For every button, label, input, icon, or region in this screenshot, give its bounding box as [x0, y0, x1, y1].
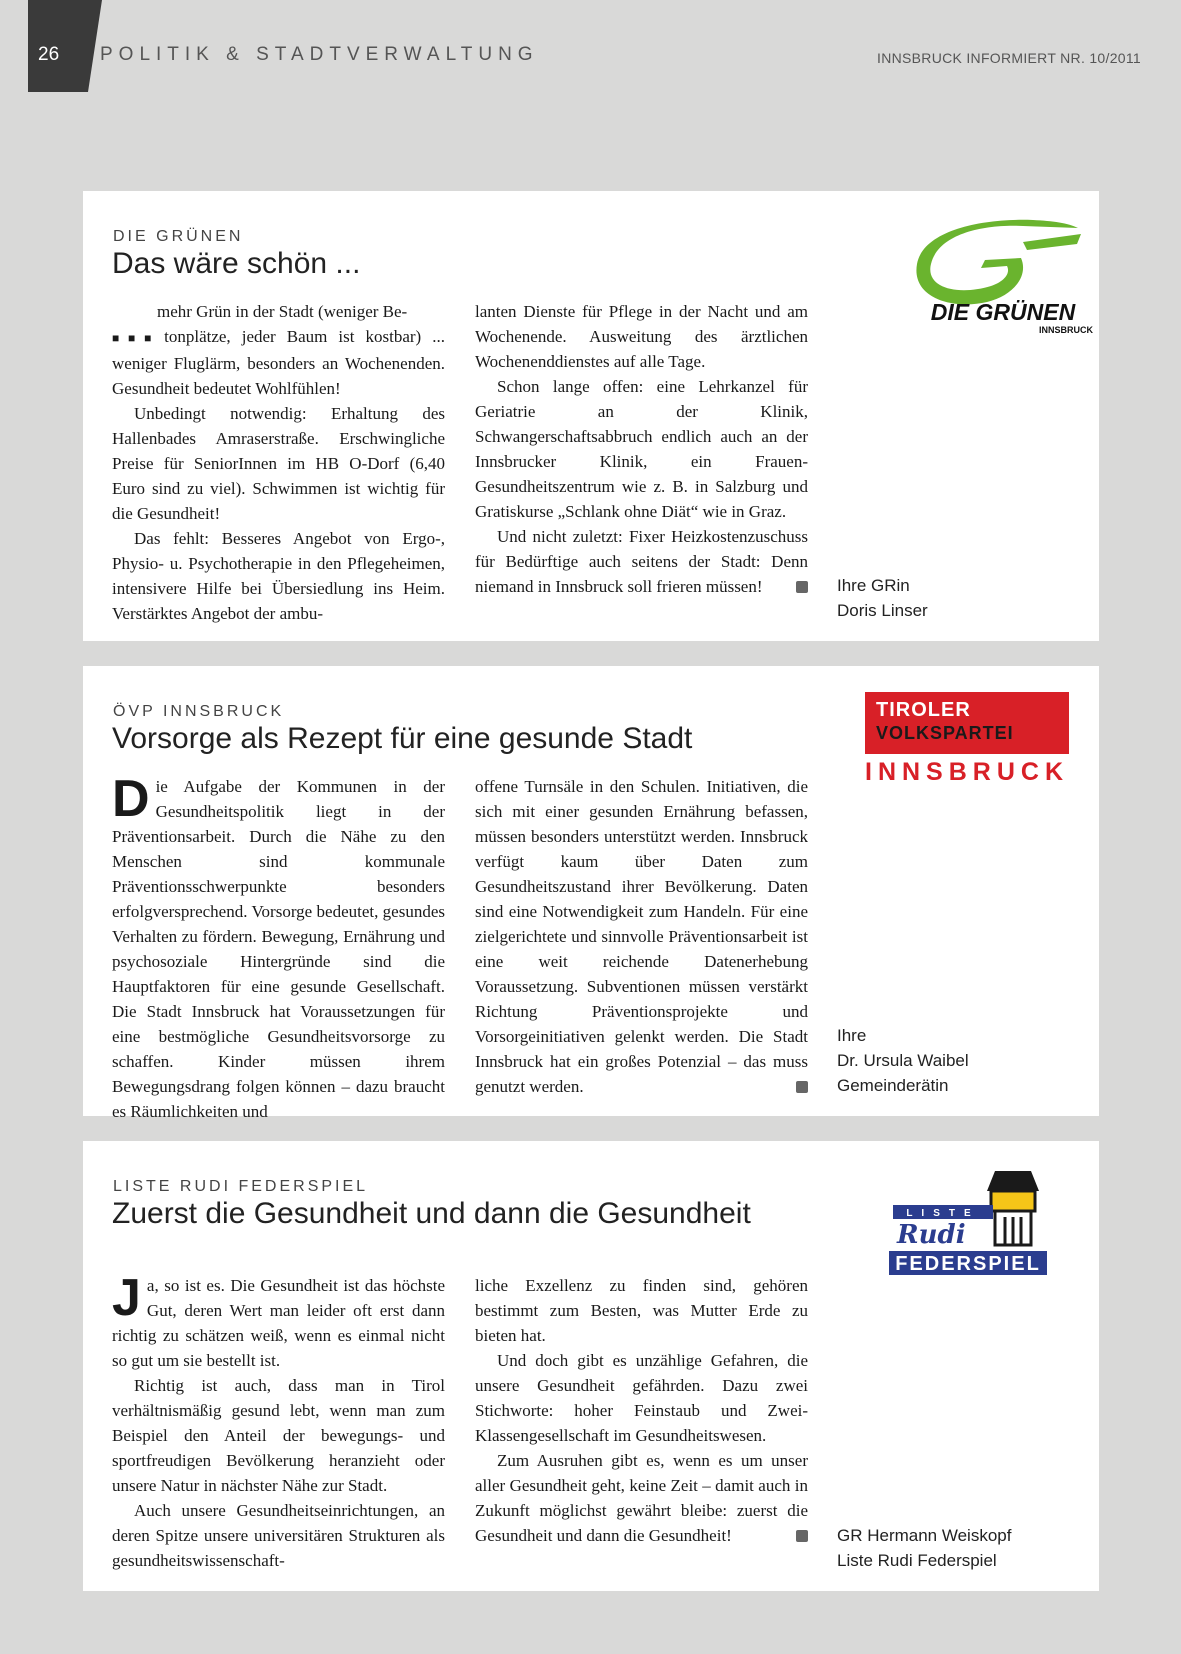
article-column-left: Die Aufgabe der Kommunen in der Gesundheitspolitik liegt in der Präventionsarbeit. Durch die Nähe zu den Menschen sind kommunale Präventionsschwerpunkte besonders erfolgversprechend. Vorsorge bedeutet, gesundes Verhalten zu fördern. Bewegung, Ernährung und psychosoziale Hintergründe sind die Hauptfaktoren für eine gesunde Gesellschaft. Die Stadt Innsbruck hat Voraussetzungen für eine bestmögliche Gesundheitsvorsorge zu schaffen. Kinder müssen ihrem Bewegungsdrang folgen können – dazu braucht es Räumlichkeiten und [112, 770, 445, 1121]
party-label: DIE GRÜNEN [113, 228, 244, 245]
issue-label: INNSBRUCK INFORMIERT NR. 10/2011 [877, 50, 1141, 66]
article-title: Das wäre schön ... [112, 247, 361, 280]
section-title: POLITIK & STADTVERWALTUNG [100, 44, 539, 65]
gruene-logo [903, 216, 1103, 336]
page-number: 26 [38, 44, 60, 65]
bullet-marks: ■■■ [112, 331, 161, 345]
article-oevp [83, 666, 1099, 1121]
signature: Ihre GRin Doris Linser [837, 576, 928, 620]
article-column-right: offene Turnsäle in den Schulen. Initiativen, die sich mit einer gesunden Ernährung befassen, müssen besonders unterstützt werden. Innsbruck verfügt kaum über Daten zum Gesundheitszustand ihrer Bevölkerung. Daten sind eine Notwendigkeit zum Handeln. Für eine zielgerichtete und sinnvolle Präventionsarbeit ist eine weit reichende Datenerhebung Voraussetzung. Subventionen müssen verstärkt Richtung Präventionsprojekte und Vorsorgeinitiativen gelenkt werden. Die Stadt Innsbruck hat ein großes Potenzial – das muss genutzt werden. [475, 777, 808, 1096]
article-title: Vorsorge als Rezept für eine gesunde Stadt [112, 722, 693, 755]
signature: GR Hermann Weiskopf Liste Rudi Federspiel [837, 1526, 1012, 1570]
svg-text:Rudi: Rudi [897, 1220, 966, 1250]
oevp-logo: TIROLER VOLKSPARTEI INNSBRUCK [865, 692, 1069, 788]
svg-text:DIE GRÜNEN: DIE GRÜNEN [930, 299, 1076, 325]
article-title: Zuerst die Gesundheit und dann die Gesundheit [112, 1197, 751, 1230]
article-column-left: Ja, so ist es. Die Gesundheit ist das höchste Gut, deren Wert man leider oft erst dann richtig zu schätzen weiß, wenn es einmal nicht so gut um sie bestellt ist. Richtig ist auch, dass man in Tirol verhältnismäßig gesund lebt, wenn man zum Beispiel den Anteil der bewegungs- und sportfreudigen Bevölkerung heranzieht oder unsere Natur in nächster Nähe zur Stadt. Auch unsere Gesundheitseinrichtungen, an deren Spitze unsere universitären Strukturen als gesundheitswissenschaft- [112, 1269, 445, 1570]
article-column-right: lanten Dienste für Pflege in der Nacht und am Wochenende. Ausweitung des ärztlichen Wochenenddienstes auf alle Tage. Schon lange offen: eine Lehrkanzel für Geriatrie an der Klinik, Schwangerschaftsabbruch endlich auch an der Innsbrucker Klinik, ein Frauen-Gesundheitszentrum wie z. B. in Salzburg und Gratiskurse „Schlank ohne Diät“ wie in Graz. Und nicht zuletzt: Fixer Heizkostenzuschuss für Bedürftige auch seitens der Stadt: Denn niemand in Innsbruck soll frieren müssen! [475, 302, 808, 596]
drop-cap: J [112, 1269, 141, 1327]
article-federspiel [83, 1141, 1099, 1591]
svg-text:FEDERSPIEL: FEDERSPIEL [895, 1253, 1041, 1275]
end-mark-icon [796, 581, 808, 593]
article-column-left: mehr Grün in der Stadt (weniger Be- ■■■ tonplätze, jeder Baum ist kostbar) ... weniger Fluglärm, besonders an Wochenenden. Gesundheit bedeutet Wohlfühlen! Unbedingt notwendig: Erhaltung des Hallenbades Amraserstraße. Erschwingliche Preise für SeniorInnen im HB O-Dorf (6,40 Euro sind zu viel). Schwimmen ist wichtig für die Gesundheit! Das fehlt: Besseres Angebot von Ergo-, Physio- u. Psychotherapie in den Pflegeheimen, intensivere Hilfe bei Übersiedlung ins Heim. Verstärktes Angebot der ambu- [112, 302, 445, 623]
article-gruene [83, 191, 1099, 641]
article-column-right: liche Exzellenz zu finden sind, gehören bestimmt zum Besten, was Mutter Erde zu bieten hat. Und doch gibt es unzählige Gefahren, die unsere Gesundheit gefährden. Dazu zwei Stichworte: hoher Feinstaub und Zwei-Klassengesellschaft im Gesundheitswesen. Zum Ausruhen gibt es, wenn es um unser aller Gesundheit geht, keine Zeit – damit auch in Zukunft möglichst gewährt bleibe: zuerst die Gesundheit und dann die Gesundheit! [475, 1276, 808, 1545]
svg-text:LISTE: LISTE [906, 1208, 980, 1219]
party-label: ÖVP INNSBRUCK [113, 703, 285, 720]
svg-text:INNSBRUCK: INNSBRUCK [1039, 325, 1093, 335]
end-mark-icon [796, 1530, 808, 1542]
party-label: LISTE RUDI FEDERSPIEL [113, 1178, 369, 1195]
federspiel-logo [883, 1161, 1053, 1286]
signature: Ihre Dr. Ursula Waibel Gemeinderätin [837, 1026, 969, 1095]
drop-cap: D [112, 770, 150, 828]
end-mark-icon [796, 1081, 808, 1093]
